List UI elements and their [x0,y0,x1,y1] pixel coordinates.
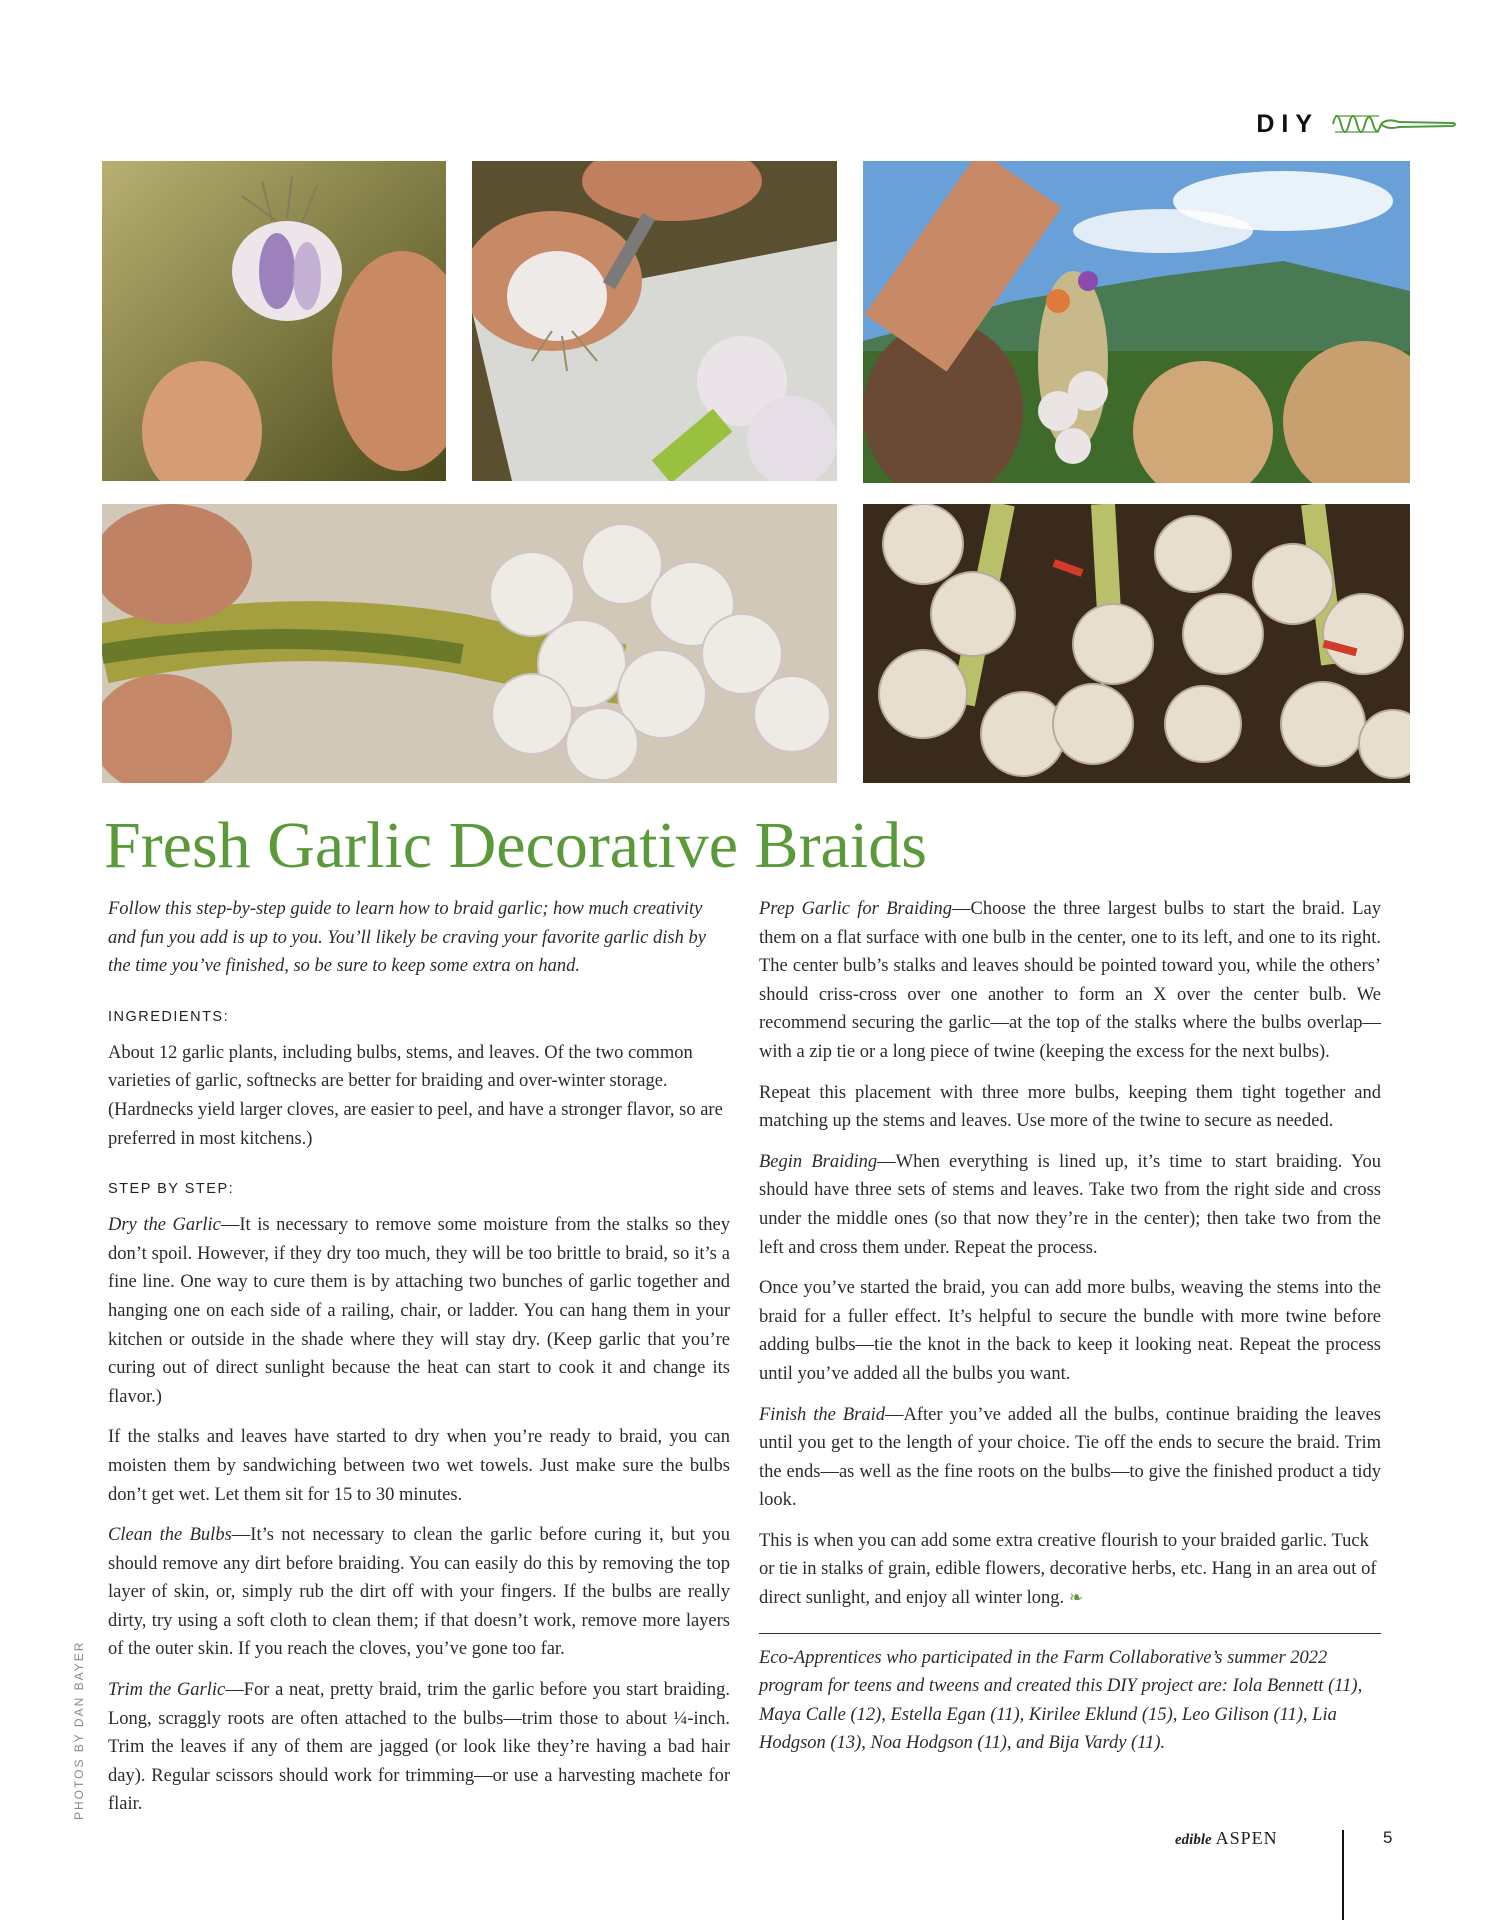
step-trim-text: —For a neat, pretty braid, trim the garlic before you start braiding. Long, scraggly roots are often attached to the bulbs—trim those to about ¼-inch. Trim the leaves if any of them are jagged (or look like they’re having a bad hair day). Regular scissors should work for trimming—or use a harvesting machete for flair. [108,1680,730,1815]
step-prep [759,895,1381,1067]
publication-logo [1175,1828,1278,1849]
step-begin-text-2: Once you’ve started the braid, you can add more bulbs, weaving the stems into the braid for a fuller effect. It’s helpful to secure the bundle with more twine before adding bulbs—tie the knot in the back to keep it looking neat. Repeat the process until you’ve added all the bulbs you want. [759,1278,1381,1384]
steps-heading: STEP BY STEP: [108,1181,235,1198]
photo-garlic-bulb-in-hands [102,161,446,481]
step-prep-title: Prep Garlic for Braiding [759,899,952,919]
publication-edible: edible [1175,1832,1212,1848]
photo-braiding-garlic [102,504,837,783]
step-clean [108,1521,730,1664]
section-header [1256,104,1459,144]
step-clean-title: Clean the Bulbs [108,1525,232,1546]
section-label: DIY [1256,109,1319,138]
step-begin-title: Begin Braiding [759,1151,878,1172]
step-prep-text: —Choose the three largest bulbs to start the braid. Lay them on a flat surface with one bulb in the center, one to its left, and one to its right. The center bulb’s stalks and leaves should be pointed toward you, while the others’ should criss-cross over one another to form an X over the center bulb. We recommend securing the garlic—at the top of the stalks where the bulbs overlap—with a zip tie or a long piece of twine (keeping the excess for the next bulbs). [759,899,1381,1062]
step-clean-text: —It’s not necessary to clean the garlic before curing it, but you should remove any dirt before braiding. You can easily do this by removing the top layer of skin, or, simply rub the dirt off with your fingers. If the bulbs are really dirty, try using a soft cloth to clean them; if that doesn’t work, remove more layers of the outer skin. If you reach the cloves, you’ve gone too far. [108,1525,730,1660]
right-column [759,895,1381,1770]
step-finish-text-2-para [759,1527,1381,1613]
left-column [108,895,730,1831]
page-number: 5 [1383,1828,1393,1847]
intro-text: Follow this step-by-step guide to learn how to braid garlic; how much creativity and fun you add is up to you. You’ll likely be craving your favorite garlic dish by the time you’ve finished, so be sure to keep some extra on hand. [108,899,706,977]
photo-trimming-roots [472,161,837,481]
step-dry-title: Dry the Garlic [108,1215,221,1236]
footer-divider [1342,1830,1344,1920]
credits-text: Eco-Apprentices who participated in the Farm Collaborative’s summer 2022 program for teens and tweens and created this DIY project are: Iola Bennett (11), Maya Calle (12), Estella Egan (11), Kirilee Eklund (15), Leo Gilison (11), Lia Hodgson (13), Noa Hodgson (11), and Bija Vardy (11). [759,1647,1363,1754]
step-dry-text-2: If the stalks and leaves have started to dry when you’re ready to braid, you can moisten them by sandwiching between two wet towels. Just make sure the bulbs don’t get wet. Let them sit for 15 to 30 minutes. [108,1427,730,1505]
step-prep-text-2: Repeat this placement with three more bulbs, keeping them tight together and matching up the stems and leaves. Use more of the twine to secure as needed. [759,1082,1381,1132]
step-dry-text: —It is necessary to remove some moisture from the stalks so they don’t spoil. However, if they dry too much, they will be too brittle to braid, so it’s a fine line. One way to cure them is by attaching two bunches of garlic together and hanging one on each side of a railing, chair, or ladder. You can hang them in your kitchen or outside in the shade where they will stay dry. (Keep garlic that you’re curing out of direct sunlight because the heat can start to cook it and change its flavor.) [108,1215,730,1407]
credits-divider [759,1633,1381,1634]
article-title: Fresh Garlic Decorative Braids [104,809,927,882]
photo-girls-with-braid [863,161,1410,483]
step-trim [108,1676,730,1819]
ingredients-heading: INGREDIENTS: [108,1008,230,1025]
photo-credit: PHOTOS BY DAN BAYER [72,1640,86,1820]
whisk-icon [1329,104,1459,144]
ingredients-text: About 12 garlic plants, including bulbs, stems, and leaves. Of the two common varieties of garlic, softnecks are better for braiding and over-winter storage. (Hardnecks yield larger cloves, are easier to peel, and have a stronger flavor, so are preferred in most kitchens.) [108,1042,723,1149]
step-dry [108,1211,730,1411]
step-begin [759,1148,1381,1262]
step-finish-text: —After you’ve added all the bulbs, continue braiding the leaves until you get to the length of your choice. Tie off the ends to secure the braid. Trim the ends—as well as the fine roots on the bulbs—to give the finished product a tidy look. [759,1404,1381,1511]
step-trim-title: Trim the Garlic [108,1680,226,1701]
step-begin-text: —When everything is lined up, it’s time to start braiding. You should have three sets of stems and leaves. Take two from the right side and cross under the middle ones (so that now they’re in the center); then take two from the left and cross them under. Repeat the process. [759,1151,1381,1258]
publication-name: ASPEN [1215,1828,1278,1848]
photo-garlic-bundles [863,504,1410,783]
step-finish-title: Finish the Braid [759,1404,886,1425]
step-finish-text-2: This is when you can add some extra creative flourish to your braided garlic. Tuck or tie in stalks of grain, edible flowers, decorative herbs, etc. Hang in an area out of direct sunlight, and enjoy all winter long. [759,1530,1377,1609]
leaf-end-icon: ❧ [1068,1588,1084,1608]
step-finish [759,1401,1381,1515]
